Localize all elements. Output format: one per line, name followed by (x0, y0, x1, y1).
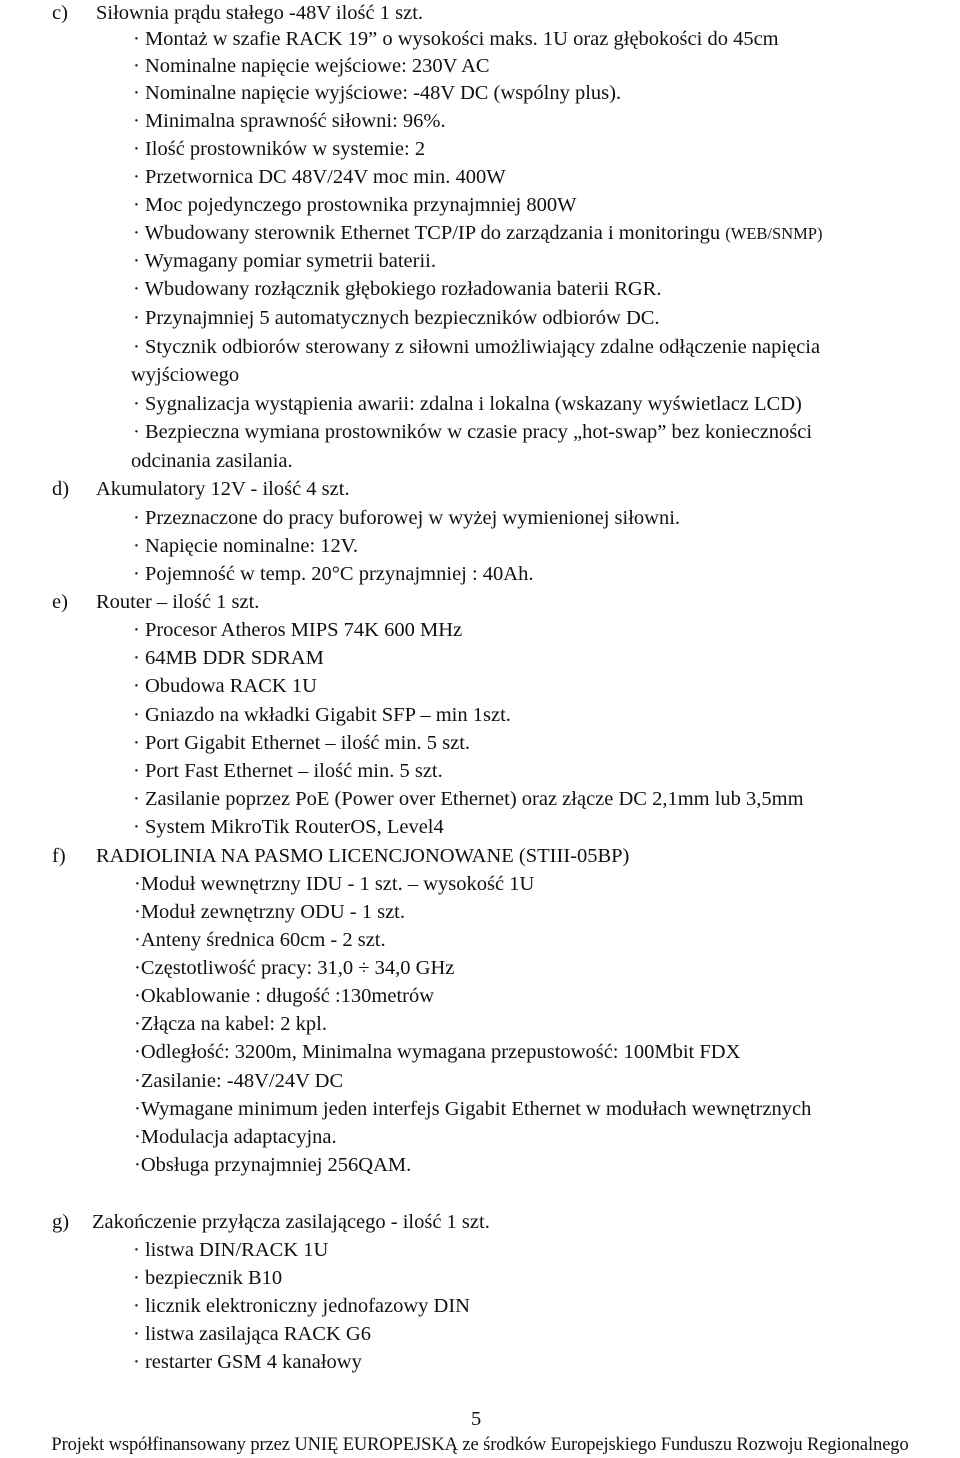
list-item: · Port Gigabit Ethernet – ilość min. 5 szt. (133, 732, 471, 754)
list-item: ·Anteny średnica 60cm - 2 szt. (134, 929, 386, 951)
section-c-heading (52, 0, 423, 26)
list-item: · Przetwornica DC 48V/24V moc min. 400W (133, 166, 506, 188)
list-item: · Zasilanie poprzez PoE (Power over Ethernet) oraz złącze DC 2,1mm lub 3,5mm (133, 788, 804, 810)
list-item: · Przynajmniej 5 automatycznych bezpieczników odbiorów DC. (133, 307, 660, 329)
list-item (133, 220, 822, 247)
list-item: · Port Fast Ethernet – ilość min. 5 szt. (133, 760, 443, 782)
list-item: · listwa zasilająca RACK G6 (133, 1323, 371, 1345)
list-item: · Gniazdo na wkładki Gigabit SFP – min 1szt. (133, 704, 511, 726)
list-item: · restarter GSM 4 kanałowy (133, 1351, 362, 1373)
list-item: · Montaż w szafie RACK 19” o wysokości maks. 1U oraz głębokości do 45cm (133, 28, 779, 50)
list-item: · Pojemność w temp. 20°C przynajmniej : 40Ah. (133, 563, 534, 585)
list-item: · Moc pojedynczego prostownika przynajmniej 800W (133, 194, 577, 216)
list-item: · Procesor Atheros MIPS 74K 600 MHz (133, 619, 463, 641)
list-item: · 64MB DDR SDRAM (133, 647, 324, 669)
list-item: · System MikroTik RouterOS, Level4 (133, 816, 444, 838)
section-letter: e) (52, 591, 68, 613)
list-item: · Wbudowany rozłącznik głębokiego rozładowania baterii RGR. (133, 278, 662, 300)
section-title: RADIOLINIA NA PASMO LICENCJONOWANE (STIII-05BP) (96, 845, 630, 867)
list-item: ·Modulacja adaptacyjna. (134, 1126, 337, 1148)
list-item: · Bezpieczna wymiana prostowników w czasie pracy „hot-swap” bez konieczności (133, 421, 813, 443)
list-item: · Napięcie nominalne: 12V. (133, 535, 359, 557)
list-item: · Sygnalizacja wystąpienia awarii: zdalna i lokalna (wskazany wyświetlacz LCD) (133, 393, 802, 415)
list-item: · Obudowa RACK 1U (133, 675, 317, 697)
list-item-text: · Wbudowany sterownik Ethernet TCP/IP do zarządzania i monitoringu (133, 222, 721, 244)
section-letter: f) (52, 845, 66, 867)
list-item: · bezpiecznik B10 (133, 1267, 283, 1289)
list-item: · Nominalne napięcie wejściowe: 230V AC (133, 55, 490, 77)
page-number: 5 (471, 1408, 482, 1430)
list-item: ·Moduł wewnętrzny IDU - 1 szt. – wysokość 1U (134, 873, 535, 895)
list-item: · Przeznaczone do pracy buforowej w wyżej wymienionej siłowni. (133, 507, 681, 529)
list-item: ·Wymagane minimum jeden interfejs Gigabit Ethernet w modułach wewnętrznych (134, 1098, 812, 1120)
section-f-heading (52, 843, 629, 869)
list-item: · Nominalne napięcie wyjściowe: -48V DC (wspólny plus). (133, 82, 622, 104)
list-item: · Ilość prostowników w systemie: 2 (133, 138, 426, 160)
section-letter: c) (52, 2, 68, 24)
section-title: Router – ilość 1 szt. (96, 591, 260, 613)
list-item-continuation: odcinania zasilania. (131, 450, 293, 472)
section-g-heading (52, 1209, 490, 1235)
section-letter: g) (52, 1211, 70, 1233)
section-title: Siłownia prądu stałego -48V ilość 1 szt. (96, 2, 424, 24)
section-letter: d) (52, 478, 70, 500)
list-item: ·Odległość: 3200m, Minimalna wymagana przepustowość: 100Mbit FDX (134, 1041, 741, 1063)
section-title: Zakończenie przyłącza zasilającego - ilość 1 szt. (92, 1211, 490, 1233)
list-item-continuation: wyjściowego (131, 364, 240, 386)
list-item: ·Złącza na kabel: 2 kpl. (134, 1013, 327, 1035)
list-item-suffix: (WEB/SNMP) (725, 224, 823, 243)
list-item: ·Moduł zewnętrzny ODU - 1 szt. (134, 901, 405, 923)
section-title: Akumulatory 12V - ilość 4 szt. (96, 478, 350, 500)
list-item: ·Okablowanie : długość :130metrów (134, 985, 435, 1007)
list-item: · Stycznik odbiorów sterowany z siłowni umożliwiający zdalne odłączenie napięcia (133, 336, 821, 358)
list-item: ·Zasilanie: -48V/24V DC (134, 1070, 344, 1092)
list-item: · Minimalna sprawność siłowni: 96%. (133, 110, 446, 132)
list-item: ·Częstotliwość pracy: 31,0 ÷ 34,0 GHz (134, 957, 455, 979)
page-footer: Projekt współfinansowany przez UNIĘ EUROPEJSKĄ ze środków Europejskiego Funduszu Rozwoju Regionalnego (51, 1435, 909, 1455)
list-item: · licznik elektroniczny jednofazowy DIN (133, 1295, 470, 1317)
section-d-heading (52, 476, 350, 502)
list-item: · Wymagany pomiar symetrii baterii. (133, 250, 436, 272)
list-item: ·Obsługa przynajmniej 256QAM. (134, 1154, 412, 1176)
section-e-heading (52, 589, 259, 615)
list-item: · listwa DIN/RACK 1U (133, 1239, 329, 1261)
